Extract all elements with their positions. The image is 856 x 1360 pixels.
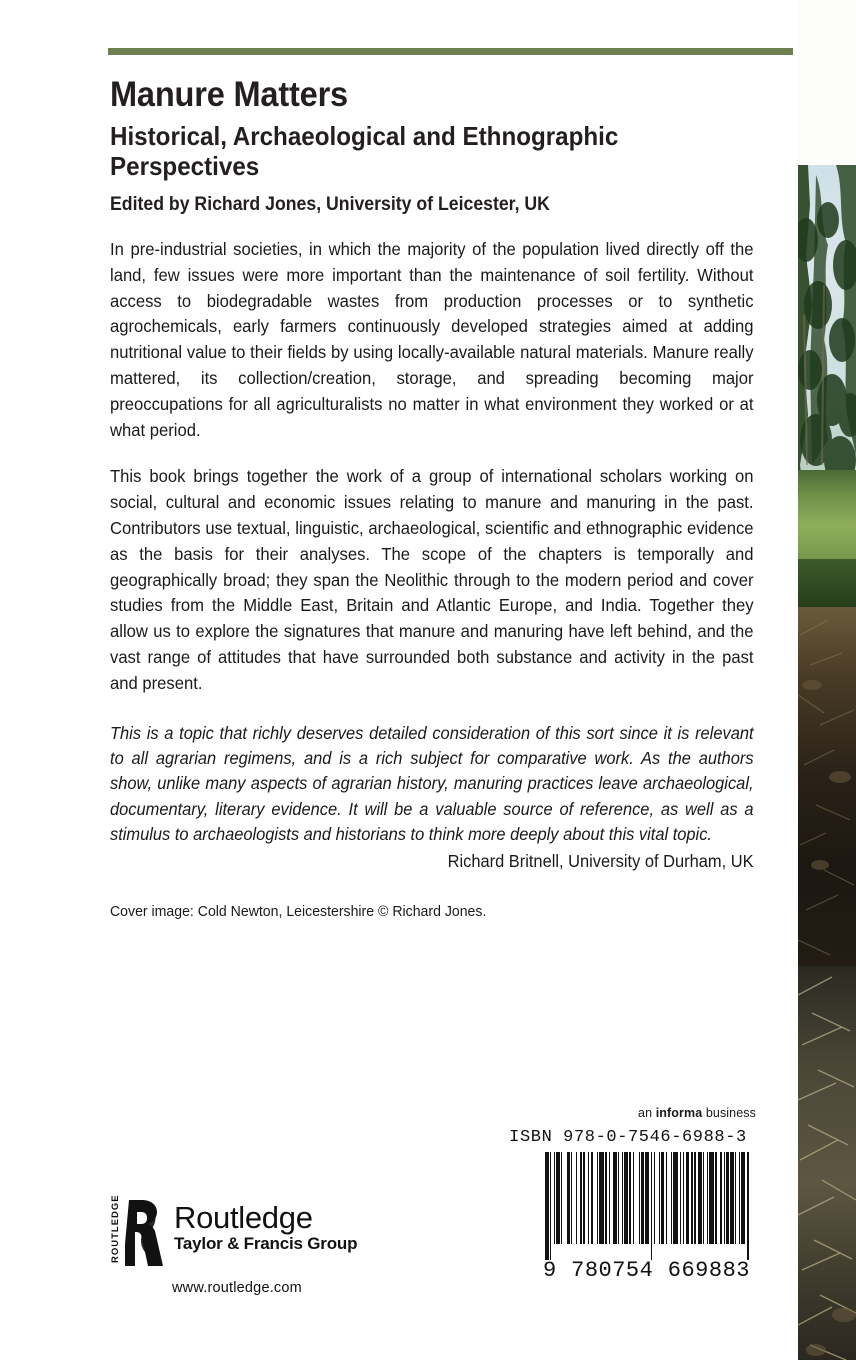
informa-business-line — [0, 1106, 756, 1120]
routledge-vertical-wordmark: ROUTLEDGE — [110, 1194, 121, 1263]
barcode-digits-right: 669883 — [667, 1258, 750, 1283]
routledge-name: Routledge — [174, 1200, 313, 1235]
isbn-label: ISBN 978-0-7546-6988-3 — [509, 1128, 747, 1147]
routledge-r-icon — [125, 1198, 165, 1268]
accent-rule — [108, 48, 793, 55]
cover-content — [110, 74, 754, 922]
informa-prefix: an — [638, 1106, 656, 1120]
blurb-paragraph-1: In pre-industrial societies, in which the majority of the population lived directly off the land, few issues were more important than the maintenance of soil fertility. Without access to biodegradable wastes from production processes or to synthetic agrochemicals, early farmers continuously developed strategies aimed at adding nutritional value to their fields by using locally-available natural materials. Manure really mattered, its collection/creation, storage, and spreading becoming major preoccupations for all agriculturalists no matter in what environment they worked or at what period. — [110, 239, 754, 440]
informa-brand: informa — [655, 1106, 703, 1120]
isbn-barcode — [545, 1152, 750, 1260]
cover-photo-strip — [798, 165, 856, 1360]
routledge-url[interactable]: www.routledge.com — [172, 1280, 302, 1296]
publisher-logo — [110, 1195, 410, 1296]
barcode-bar — [749, 1152, 750, 1260]
photo-texture-overlay — [798, 165, 856, 1360]
book-subtitle: Historical, Archaeological and Ethnographic Perspectives — [110, 121, 619, 181]
blurb-paragraph-2: This book brings together the work of a group of international scholars working on social, cultural and economic issues relating to manure and manuring in the past. Contributors use textual, linguistic, archaeological, scientific and ethnographic evidence as the basis for their analyses. The scope of the chapters is temporally and geographically broad; they span the Neolithic through to the modern period and cover studies from the Middle East, Britain and Atlantic Europe, and India. Together they allow us to explore the signatures that manure and manuring have left behind, and the vast range of attitudes that have surrounded both substance and activity in the past and present. — [110, 466, 754, 693]
barcode-digit-lead: 9 — [543, 1258, 557, 1283]
endorsement-quote: This is a topic that richly deserves detailed consideration of this sort since it is relevant to all agrarian regimens, and is a rich subject for comparative work. As the authors show, unlike many aspects of agrarian history, manuring practices leave archaeological, documentary, literary evidence. It will be a valuable source of reference, as well as a stimulus to archaeologists and historians to think more deeply about this vital topic. — [110, 722, 754, 845]
endorsement-attribution: Richard Britnell, University of Durham, UK — [447, 850, 754, 871]
barcode-digits — [545, 1258, 750, 1283]
informa-suffix: business — [702, 1106, 756, 1120]
book-title: Manure Matters — [110, 75, 348, 114]
routledge-group: Taylor & Francis Group — [174, 1234, 358, 1253]
book-editor: Edited by Richard Jones, University of Leicester, UK — [110, 194, 550, 215]
barcode-digits-left: 780754 — [571, 1258, 654, 1283]
isbn-block — [500, 1128, 756, 1283]
cover-image-credit: Cover image: Cold Newton, Leicestershire © Richard Jones. — [110, 902, 487, 920]
